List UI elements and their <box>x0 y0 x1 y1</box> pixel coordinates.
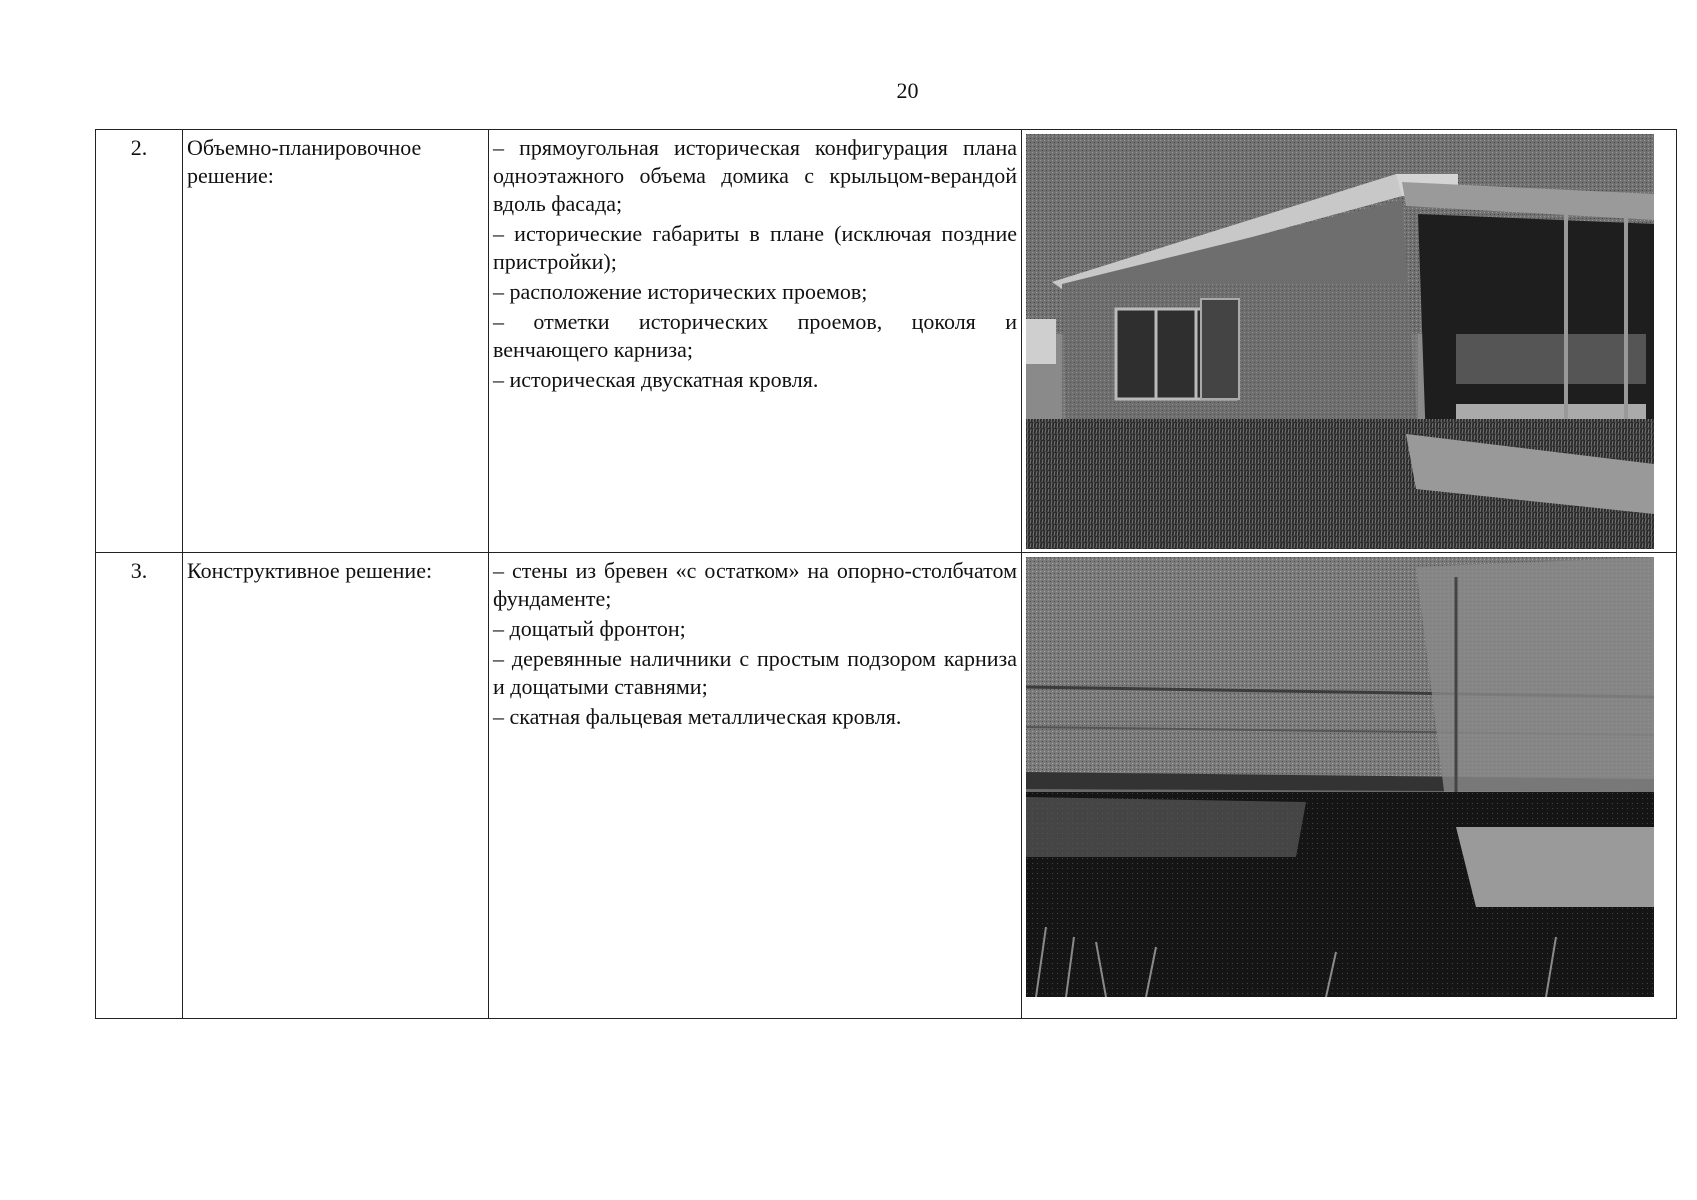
photo-cell <box>1022 553 1677 1019</box>
house-photo <box>1026 134 1654 549</box>
page-number: 20 <box>896 78 919 103</box>
wall-closeup-photo <box>1026 557 1654 997</box>
row-title: Объемно-планировочное решение: <box>183 130 489 553</box>
row-number: 2. <box>96 130 183 553</box>
row-description <box>489 553 1022 1019</box>
photo-cell <box>1022 130 1677 553</box>
list-item: – исторические габариты в плане (исключая поздние пристройки); <box>493 221 1017 274</box>
table-row <box>96 553 1677 1019</box>
table-row <box>96 130 1677 553</box>
list-item: – историческая двускатная кровля. <box>493 367 819 392</box>
list-item: – прямоугольная историческая конфигурация плана одноэтажного объема домика с крыльцом-верандой вдоль фасада; <box>493 135 1017 216</box>
row-title: Конструктивное решение: <box>183 553 489 1019</box>
list-item: – отметки исторических проемов, цоколя и венчающего карниза; <box>493 309 1017 362</box>
list-item: – деревянные наличники с простым подзором карниза и дощатыми ставнями; <box>493 646 1017 699</box>
list-item: – стены из бревен «с остатком» на опорно-столбчатом фундаменте; <box>493 558 1017 611</box>
heritage-table <box>95 129 1677 1019</box>
row-number: 3. <box>96 553 183 1019</box>
list-item: – скатная фальцевая металлическая кровля. <box>493 704 902 729</box>
row-description <box>489 130 1022 553</box>
list-item: – дощатый фронтон; <box>493 616 686 641</box>
list-item: – расположение исторических проемов; <box>493 279 868 304</box>
